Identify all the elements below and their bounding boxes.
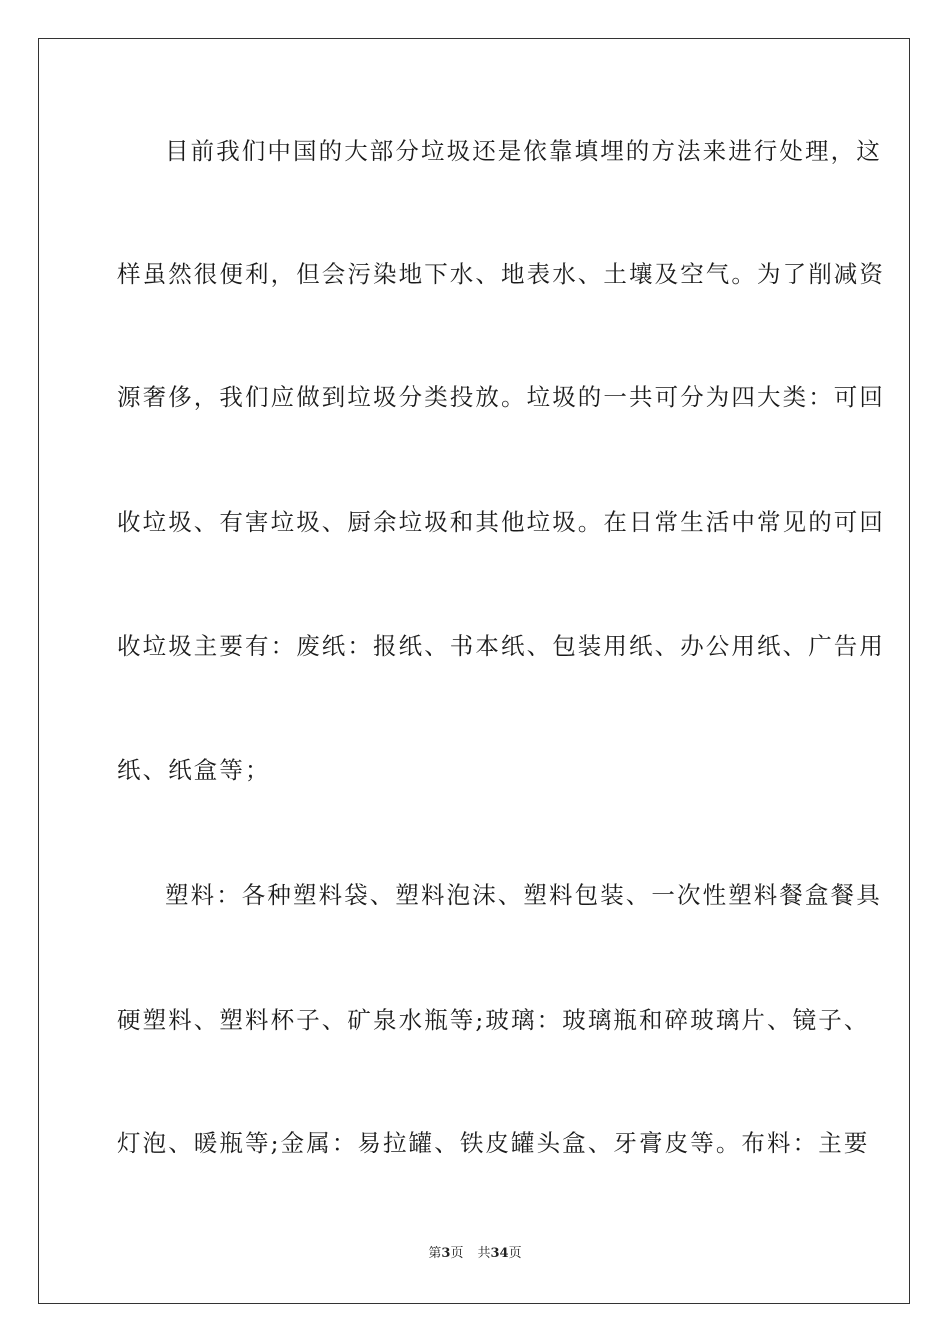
paragraph-line: 样虽然很便利，但会污染地下水、地表水、土壤及空气。为了削减资	[117, 260, 885, 288]
page-prefix: 第	[428, 1246, 442, 1261]
paragraph-line: 硬塑料、塑料杯子、矿泉水瓶等;玻璃：玻璃瓶和碎玻璃片、镜子、	[117, 1006, 870, 1034]
total-prefix: 共	[477, 1246, 491, 1261]
paragraph-line: 灯泡、暖瓶等;金属：易拉罐、铁皮罐头盒、牙膏皮等。布料：主要	[117, 1129, 870, 1157]
paragraph-line: 塑料：各种塑料袋、塑料泡沫、塑料包装、一次性塑料餐盒餐具	[165, 881, 882, 909]
total-pages-number: 34	[490, 1246, 509, 1261]
page-footer	[0, 1245, 950, 1263]
paragraph-line: 源奢侈，我们应做到垃圾分类投放。垃圾的一共可分为四大类：可回	[117, 383, 885, 411]
page-suffix: 页	[450, 1246, 464, 1261]
paragraph-line: 收垃圾主要有：废纸：报纸、书本纸、包装用纸、办公用纸、广告用	[117, 632, 885, 660]
page-border	[38, 38, 910, 1304]
total-suffix: 页	[508, 1246, 522, 1261]
paragraph-line: 目前我们中国的大部分垃圾还是依靠填埋的方法来进行处理，这	[165, 137, 882, 165]
current-page-number: 3	[441, 1246, 451, 1261]
paragraph-line: 纸、纸盒等；	[117, 756, 271, 784]
paragraph-line: 收垃圾、有害垃圾、厨余垃圾和其他垃圾。在日常生活中常见的可回	[117, 508, 885, 536]
